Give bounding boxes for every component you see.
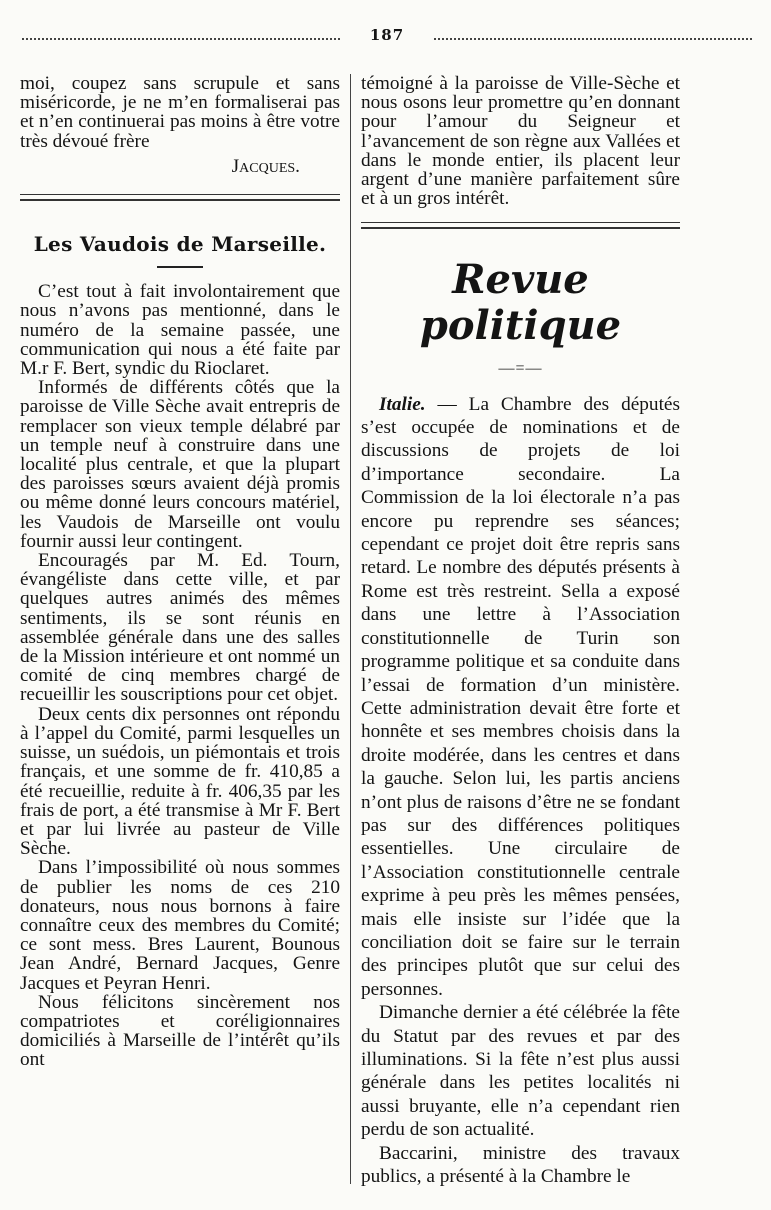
news-paragraph: Baccarini, ministre des travaux publics, a présenté à la Chambre le — [361, 1142, 680, 1188]
article-title: Les Vaudois de Marseille. — [33, 232, 327, 257]
letter-signature: Jacques. — [231, 155, 300, 177]
section-separator — [361, 222, 680, 229]
title-underline — [157, 266, 203, 268]
title-divider: —=— — [498, 360, 543, 378]
article-paragraph: Informés de différents côtés que la paroisse de Ville Sèche avait entrepris de remplacer son vieux temple délabré par un temple neuf à construire dans une localité plus centrale, et que la plupart des paroisses sœurs avaient déjà promis ou même donné leurs concours matériel, les Vaudois de Marseille ont voulu fournir aussi leur contingent. — [20, 377, 340, 552]
page-number: 187 — [369, 26, 405, 44]
article-continuation: témoigné à la paroisse de Ville-Sèche et nous osons leur promettre qu’en donnant pour l’amour du Seigneur et l’avancement de son règne aux Vallées et dans le monde entier, ils placent leur argent d’une manière parfaitement sûre et à un gros intérêt. — [361, 73, 680, 210]
page-header — [22, 28, 752, 46]
article-paragraph: Dans l’impossibilité où nous sommes de publier les noms de ces 210 donateurs, nous nous bornons à faire connaître ceux des membres du Comité; ce sont mess. Bres Laurent, Bounous Jean André, Bernard Jacques, Genre Jacques et Peyran Henri. — [20, 857, 340, 994]
article-paragraph: Encouragés par M. Ed. Tourn, évangéliste dans cette ville, et par quelques autres animés des mêmes sentiments, ils se sont réunis en assemblée générale dans une des salles de la Mission intérieure et ont nommé un comité de cinq membres chargé de recueillir les souscriptions pour cet objet. — [20, 550, 340, 706]
news-paragraph — [361, 393, 680, 1002]
section-title: Revue politique — [419, 256, 622, 350]
previous-letter-ending: moi, coupez sans scrupule et sans miséricorde, je ne m’en formaliserai pas et n’en continuerai pas moins à être votre très dévoué frère — [20, 73, 340, 152]
article-paragraph: Deux cents dix personnes ont répondu à l’appel du Comité, parmi lesquelles un suisse, un suédois, un piémontais et trois français, et une somme de fr. 410,85 a été recueillie, reduite à fr. 406,35 par les frais de port, a été transmise à Mr F. Bert et par lui livrée au pasteur de Ville Sèche. — [20, 703, 340, 860]
country-label: Italie. — [379, 393, 426, 415]
article-paragraph: Nous félicitons sincèrement nos compatriotes et coréligionnaires domiciliés à Marseille de l’intérêt qu’ils ont — [20, 991, 340, 1071]
news-paragraph-text: — La Chambre des députés s’est occupée de nominations et de discussions de projets de loi d’importance secondaire. La Commission de la loi électorale n’a pas encore pu reprendre ses séances; cependant ce projet doit être repris sans retard. Le nombre des députés présents à Rome est très restreint. Sella a exposé dans une lettre à l’Association constitutionnelle de Turin son programme politique et sa conduite dans l’essai de formation d’un ministère. Cette administration devait être forte et honnête et ses membres choisis dans la droite modérée, dans les centres et dans la gauche. Selon lui, les partis anciens n’ont plus de raisons d’être ne se fondant pas sur des différences politiques essentielles. Une circulaire de l’Association constitutionnelle centrale exprime à peu près les mêmes pensées, mais elle insiste sur l’idée que la conciliation doit se faire sur le terrain des principes plutôt que sur celui des personnes. — [361, 393, 680, 1000]
news-paragraph: Dimanche dernier a été célébrée la fête du Statut par des revues et par des illuminations. Si la fête n’est plus aussi générale dans les petites localités ni aussi bruyante, elle n’a cependant rien perdu de son actualité. — [361, 1002, 680, 1141]
left-column — [20, 74, 340, 1070]
article-paragraph: C’est tout à fait involontairement que nous n’avons pas mentionné, dans le numéro de la semaine passée, une communication qui nous a été faite par M.r F. Bert, syndic du Rioclaret. — [20, 281, 340, 380]
header-ornament-right — [434, 38, 752, 40]
column-divider — [350, 74, 351, 1184]
right-column — [361, 74, 680, 1188]
section-separator — [20, 194, 340, 201]
